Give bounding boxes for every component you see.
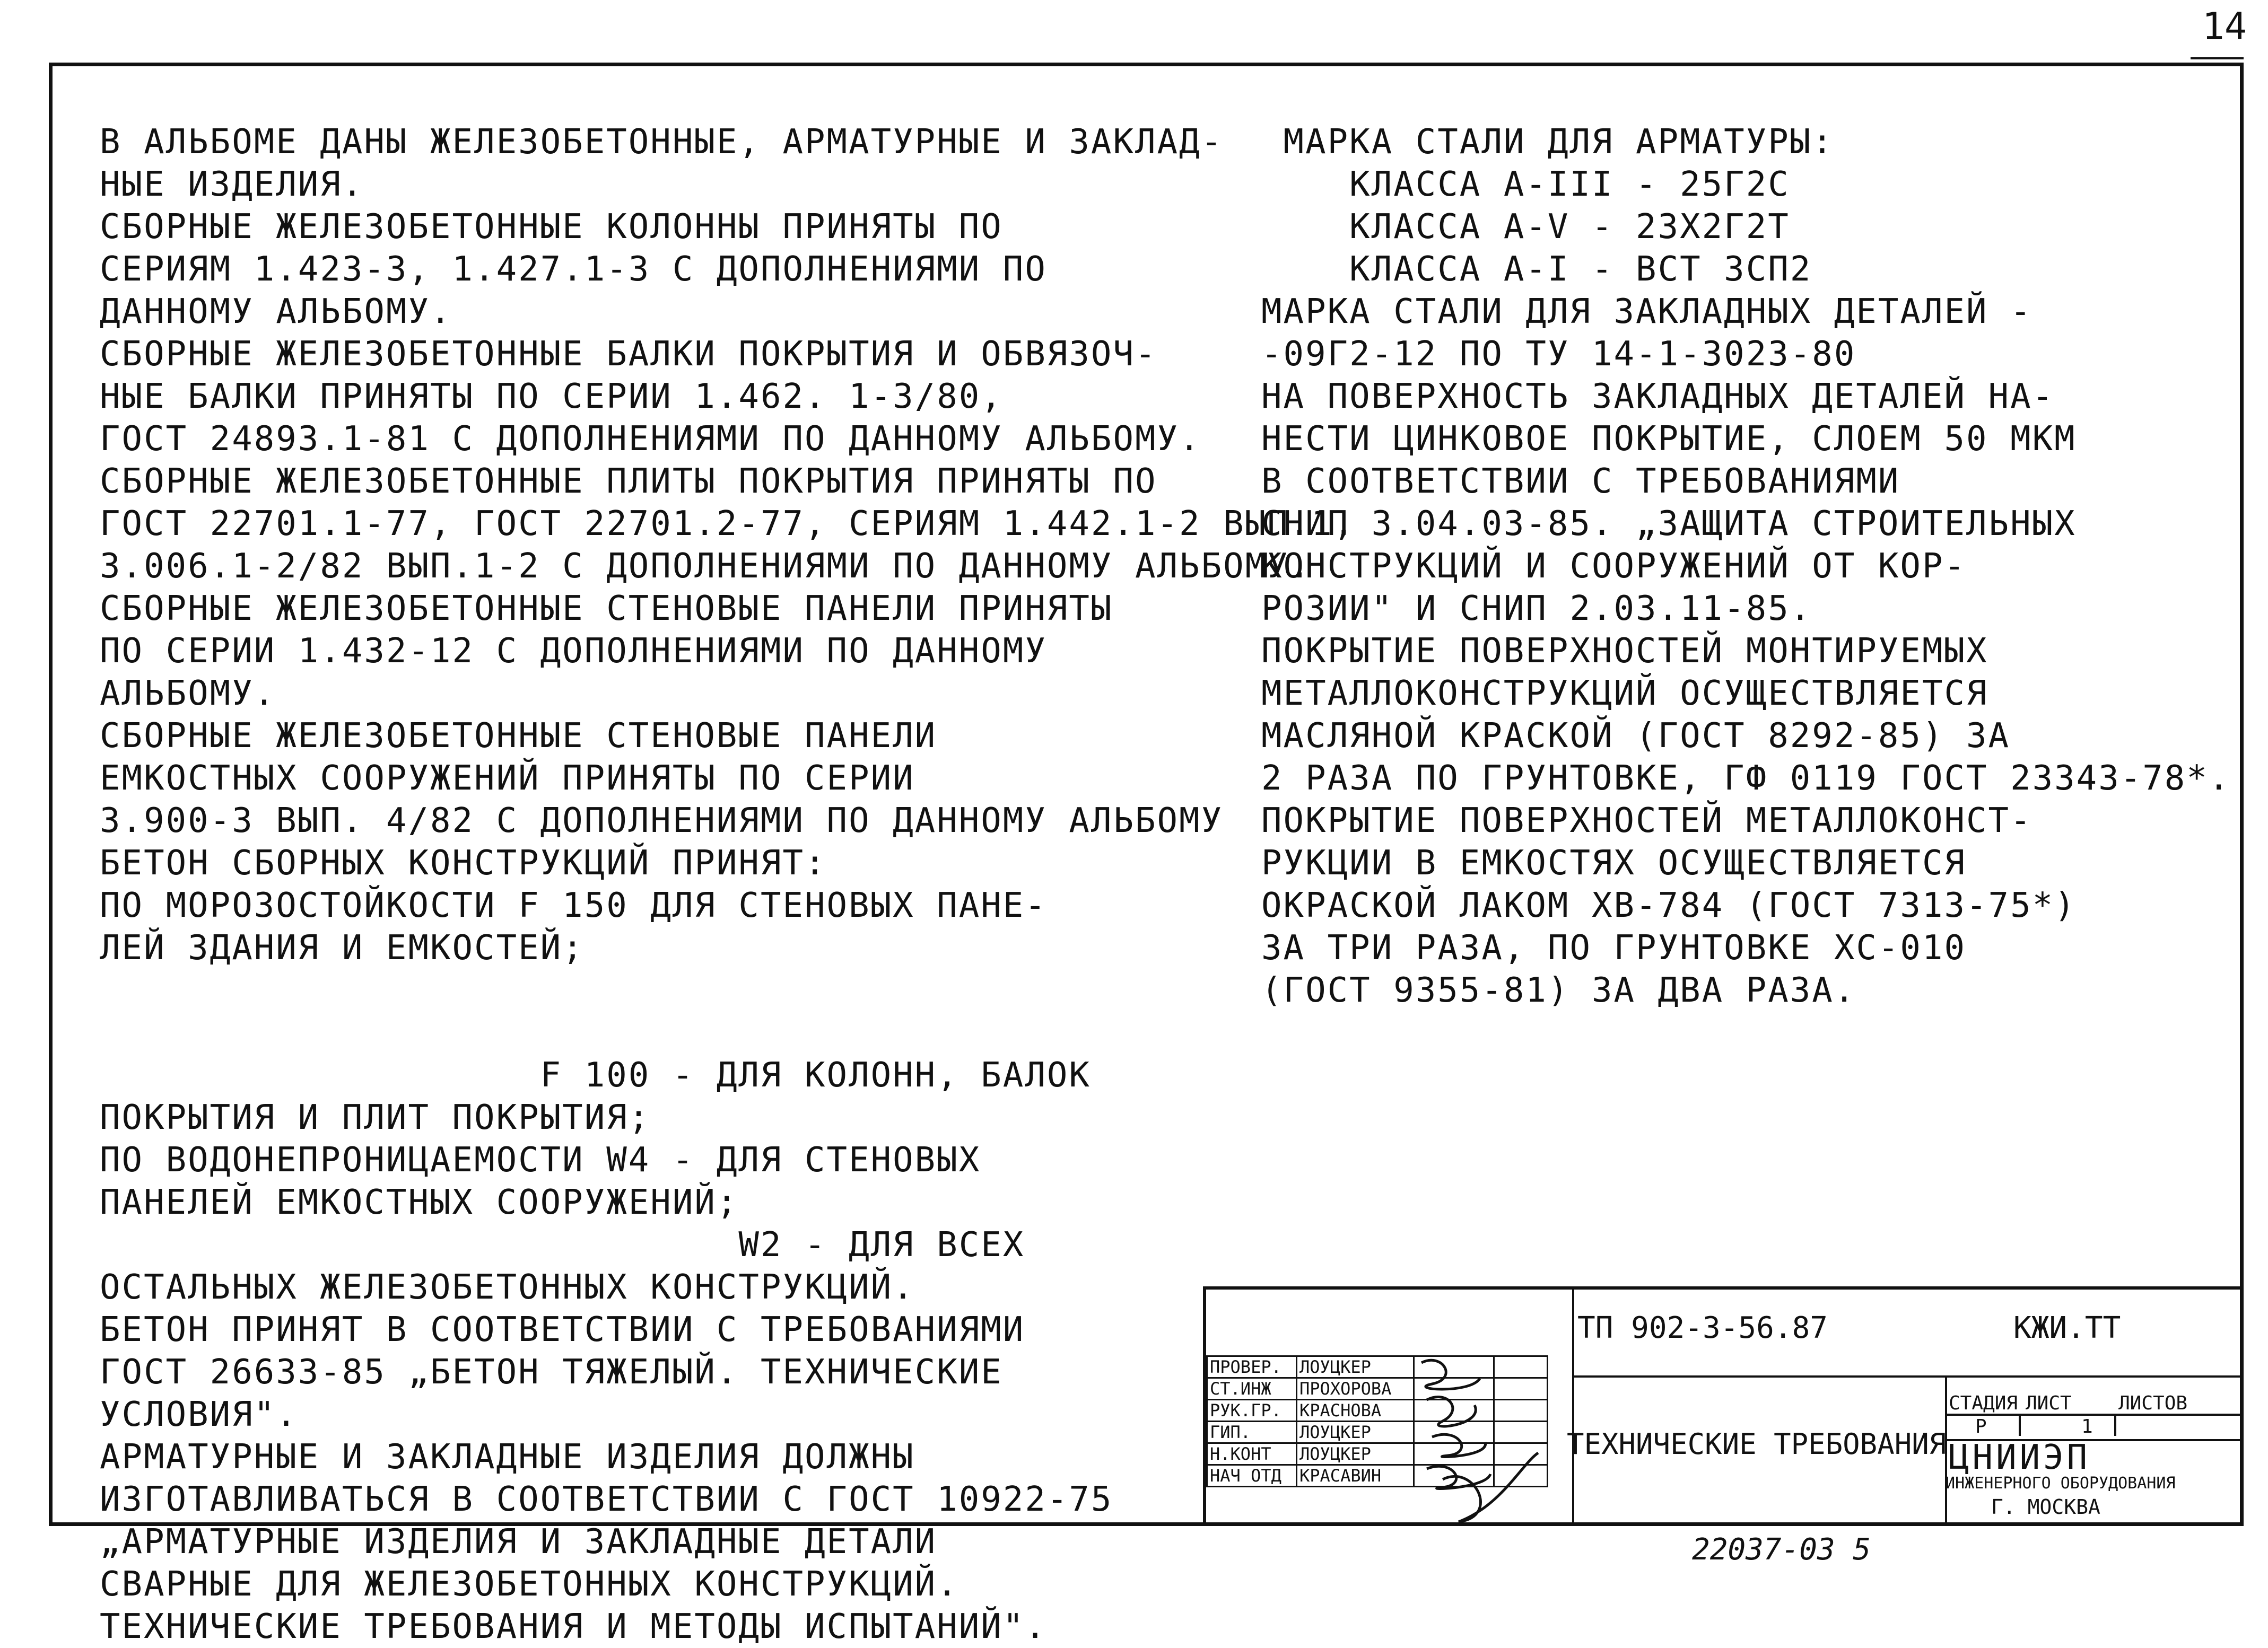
text-line: МЕТАЛЛОКОНСТРУКЦИЙ ОСУЩЕСТВЛЯЕТСЯ: [1261, 674, 1988, 713]
stage-value: Р: [1975, 1416, 1987, 1437]
text-line: СБОРНЫЕ ЖЕЛЕЗОБЕТОННЫЕ СТЕНОВЫЕ ПАНЕЛИ: [100, 716, 937, 756]
text-line: ЕМКОСТНЫХ СООРУЖЕНИЙ ПРИНЯТЫ ПО СЕРИИ: [100, 759, 915, 798]
text-line: „АРМАТУРНЫЕ ИЗДЕЛИЯ И ЗАКЛАДНЫЕ ДЕТАЛИ: [100, 1522, 937, 1562]
text-line: ИЗГОТАВЛИВАТЬСЯ В СООТВЕТСТВИИ С ГОСТ 10922-75: [100, 1480, 1113, 1519]
signature-name: КРАСАВИН: [1297, 1465, 1414, 1487]
text-line: СБОРНЫЕ ЖЕЛЕЗОБЕТОННЫЕ СТЕНОВЫЕ ПАНЕЛИ ПРИНЯТЫ: [100, 589, 1113, 628]
signature-name: ЛОУЦКЕР: [1297, 1356, 1414, 1378]
text-line: КЛАССА А-I - ВСТ 3СП2: [1261, 250, 1812, 289]
text-line: ГОСТ 26633-85 „БЕТОН ТЯЖЕЛЫЙ. ТЕХНИЧЕСКИЕ: [100, 1353, 1003, 1392]
text-line: ПОКРЫТИЯ И ПЛИТ ПОКРЫТИЯ;: [100, 1098, 651, 1137]
text-line: F 100 - ДЛЯ КОЛОНН, БАЛОК: [100, 1056, 1091, 1095]
text-line: РОЗИИ" И СНИП 2.03.11-85.: [1261, 589, 1812, 628]
text-line: (ГОСТ 9355-81) ЗА ДВА РАЗА.: [1261, 971, 1856, 1010]
text-line: 3.900-3 ВЫП. 4/82 С ДОПОЛНЕНИЯМИ ПО ДАННОМУ АЛЬБОМУ: [100, 801, 1224, 840]
text-line: ДАННОМУ АЛЬБОМУ.: [100, 292, 452, 331]
organization-city: Г. МОСКВА: [1991, 1495, 2100, 1519]
text-line: [100, 1012, 1355, 1054]
drawing-mark: КЖИ.ТТ: [2013, 1311, 2121, 1345]
text-line: НЕСТИ ЦИНКОВОЕ ПОКРЫТИЕ, СЛОЕМ 50 МКМ: [1261, 419, 2077, 459]
text-line: В СООТВЕТСТВИИ С ТРЕБОВАНИЯМИ: [1261, 462, 1900, 501]
text-line: ПО МОРОЗОСТОЙКОСТИ F 150 ДЛЯ СТЕНОВЫХ ПАНЕ-: [100, 886, 1047, 925]
text-line: АРМАТУРНЫЕ И ЗАКЛАДНЫЕ ИЗДЕЛИЯ ДОЛЖНЫ: [100, 1437, 915, 1477]
text-line: МАСЛЯНОЙ КРАСКОЙ (ГОСТ 8292-85) ЗА: [1261, 716, 2011, 756]
text-line: ЛЕЙ ЗДАНИЯ И ЕМКОСТЕЙ;: [100, 928, 585, 968]
signature-role: НАЧ ОТД: [1207, 1465, 1297, 1487]
text-line: РУКЦИИ В ЕМКОСТЯХ ОСУЩЕСТВЛЯЕТСЯ: [1261, 844, 1966, 883]
text-line: НЫЕ ИЗДЕЛИЯ.: [100, 165, 364, 204]
drawing-title: ТЕХНИЧЕСКИЕ ТРЕБОВАНИЯ: [1567, 1427, 1947, 1461]
text-line: ГОСТ 24893.1-81 С ДОПОЛНЕНИЯМИ ПО ДАННОМУ АЛЬБОМУ.: [100, 419, 1201, 459]
sheet-value: 1: [2081, 1416, 2093, 1437]
stage-header: СТАДИЯ: [1949, 1392, 2018, 1414]
text-line: МАРКА СТАЛИ ДЛЯ АРМАТУРЫ:: [1261, 122, 1834, 162]
text-line: ПОКРЫТИЕ ПОВЕРХНОСТЕЙ МЕТАЛЛОКОНСТ-: [1261, 801, 2033, 840]
signature-name: ЛОУЦКЕР: [1297, 1422, 1414, 1443]
text-line: БЕТОН ПРИНЯТ В СООТВЕТСТВИИ С ТРЕБОВАНИЯМИ: [100, 1310, 1025, 1349]
text-line: 2 РАЗА ПО ГРУНТОВКЕ, ГФ 0119 ГОСТ 23343-78*.: [1261, 759, 2231, 798]
text-line: СВАРНЫЕ ДЛЯ ЖЕЛЕЗОБЕТОННЫХ КОНСТРУКЦИЙ.: [100, 1565, 959, 1604]
text-line: ТЕХНИЧЕСКИЕ ТРЕБОВАНИЯ И МЕТОДЫ ИСПЫТАНИЙ".: [100, 1607, 1047, 1646]
signature-role: ПРОВЕР.: [1207, 1356, 1297, 1378]
text-line: W2 - ДЛЯ ВСЕХ: [100, 1225, 1025, 1265]
text-line: ПАНЕЛЕЙ ЕМКОСТНЫХ СООРУЖЕНИЙ;: [100, 1183, 739, 1222]
text-line: КЛАССА А-III - 25Г2С: [1261, 165, 1790, 204]
text-line: НА ПОВЕРХНОСТЬ ЗАКЛАДНЫХ ДЕТАЛЕЙ НА-: [1261, 377, 2055, 416]
signature-role: ГИП.: [1207, 1422, 1297, 1443]
text-line: НЫЕ БАЛКИ ПРИНЯТЫ ПО СЕРИИ 1.462. 1-3/80,: [100, 377, 1003, 416]
title-block-divider: [2019, 1414, 2021, 1436]
sheets-header: ЛИСТОВ: [2118, 1392, 2188, 1414]
text-line: ПО ВОДОНЕПРОНИЦАЕМОСТИ W4 - ДЛЯ СТЕНОВЫХ: [100, 1141, 981, 1180]
handwritten-signatures: [1411, 1347, 1549, 1527]
signature-name: КРАСНОВА: [1297, 1400, 1414, 1422]
signature-role: СТ.ИНЖ: [1207, 1378, 1297, 1400]
title-block: [1203, 1286, 2243, 1526]
text-line: МАРКА СТАЛИ ДЛЯ ЗАКЛАДНЫХ ДЕТАЛЕЙ -: [1261, 292, 2033, 331]
text-line: [100, 969, 1355, 1012]
signature-role: Н.КОНТ: [1207, 1443, 1297, 1465]
signature-name: ПРОХОРОВА: [1297, 1378, 1414, 1400]
text-line: ОКРАСКОЙ ЛАКОМ ХВ-784 (ГОСТ 7313-75*): [1261, 886, 2077, 925]
text-line: ПО СЕРИИ 1.432-12 С ДОПОЛНЕНИЯМИ ПО ДАННОМУ: [100, 632, 1047, 671]
text-line: СБОРНЫЕ ЖЕЛЕЗОБЕТОННЫЕ ПЛИТЫ ПОКРЫТИЯ ПРИНЯТЫ ПО: [100, 462, 1157, 501]
text-line: БЕТОН СБОРНЫХ КОНСТРУКЦИЙ ПРИНЯТ:: [100, 844, 827, 883]
organization-name: ЦНИИЭП: [1949, 1438, 2091, 1477]
text-line: ГОСТ 22701.1-77, ГОСТ 22701.2-77, СЕРИЯМ 1.442.1-2 ВЫП.1,: [100, 504, 1356, 544]
text-line: СБОРНЫЕ ЖЕЛЕЗОБЕТОННЫЕ БАЛКИ ПОКРЫТИЯ И ОБВЯЗОЧ-: [100, 335, 1157, 374]
text-line: ЗА ТРИ РАЗА, ПО ГРУНТОВКЕ ХС-010: [1261, 928, 1966, 968]
archive-stamp-code: 22037-03 5: [1692, 1532, 1871, 1567]
project-code: ТП 902-3-56.87: [1577, 1311, 1828, 1345]
title-block-divider: [2114, 1414, 2116, 1436]
sheet-number: 14: [2202, 5, 2247, 48]
text-line: В АЛЬБОМЕ ДАНЫ ЖЕЛЕЗОБЕТОННЫЕ, АРМАТУРНЫЕ И ЗАКЛАД-: [100, 122, 1224, 162]
text-line: КЛАССА А-V - 23Х2Г2Т: [1261, 207, 1790, 247]
text-line: СБОРНЫЕ ЖЕЛЕЗОБЕТОННЫЕ КОЛОННЫ ПРИНЯТЫ ПО: [100, 207, 1003, 247]
sheet-header: ЛИСТ: [2026, 1392, 2072, 1414]
left-text-column: [100, 121, 1355, 1648]
text-line: КОНСТРУКЦИЙ И СООРУЖЕНИЙ ОТ КОР-: [1261, 547, 1966, 586]
organization-department: ИНЖЕНЕРНОГО ОБОРУДОВАНИЯ: [1946, 1474, 2176, 1493]
text-line: ОСТАЛЬНЫХ ЖЕЛЕЗОБЕТОННЫХ КОНСТРУКЦИЙ.: [100, 1268, 915, 1307]
sheets-value: [2177, 1416, 2188, 1437]
text-line: УСЛОВИЯ".: [100, 1395, 298, 1434]
text-line: СНИП 3.04.03-85. „ЗАЩИТА СТРОИТЕЛЬНЫХ: [1261, 504, 2077, 544]
text-line: -09Г2-12 ПО ТУ 14-1-3023-80: [1261, 335, 1856, 374]
title-block-rule: [1572, 1375, 2243, 1378]
sheet-number-underline: [2191, 57, 2244, 59]
text-line: 3.006.1-2/82 ВЫП.1-2 С ДОПОЛНЕНИЯМИ ПО ДАННОМУ АЛЬБОМУ.: [100, 547, 1312, 586]
text-line: АЛЬБОМУ.: [100, 674, 276, 713]
text-line: ПОКРЫТИЕ ПОВЕРХНОСТЕЙ МОНТИРУЕМЫХ: [1261, 632, 1988, 671]
signature-name: ЛОУЦКЕР: [1297, 1443, 1414, 1465]
text-line: СЕРИЯМ 1.423-3, 1.427.1-3 С ДОПОЛНЕНИЯМИ ПО: [100, 250, 1047, 289]
title-block-divider: [1572, 1290, 1574, 1526]
right-text-column: [1261, 121, 2230, 1012]
signature-role: РУК.ГР.: [1207, 1400, 1297, 1422]
